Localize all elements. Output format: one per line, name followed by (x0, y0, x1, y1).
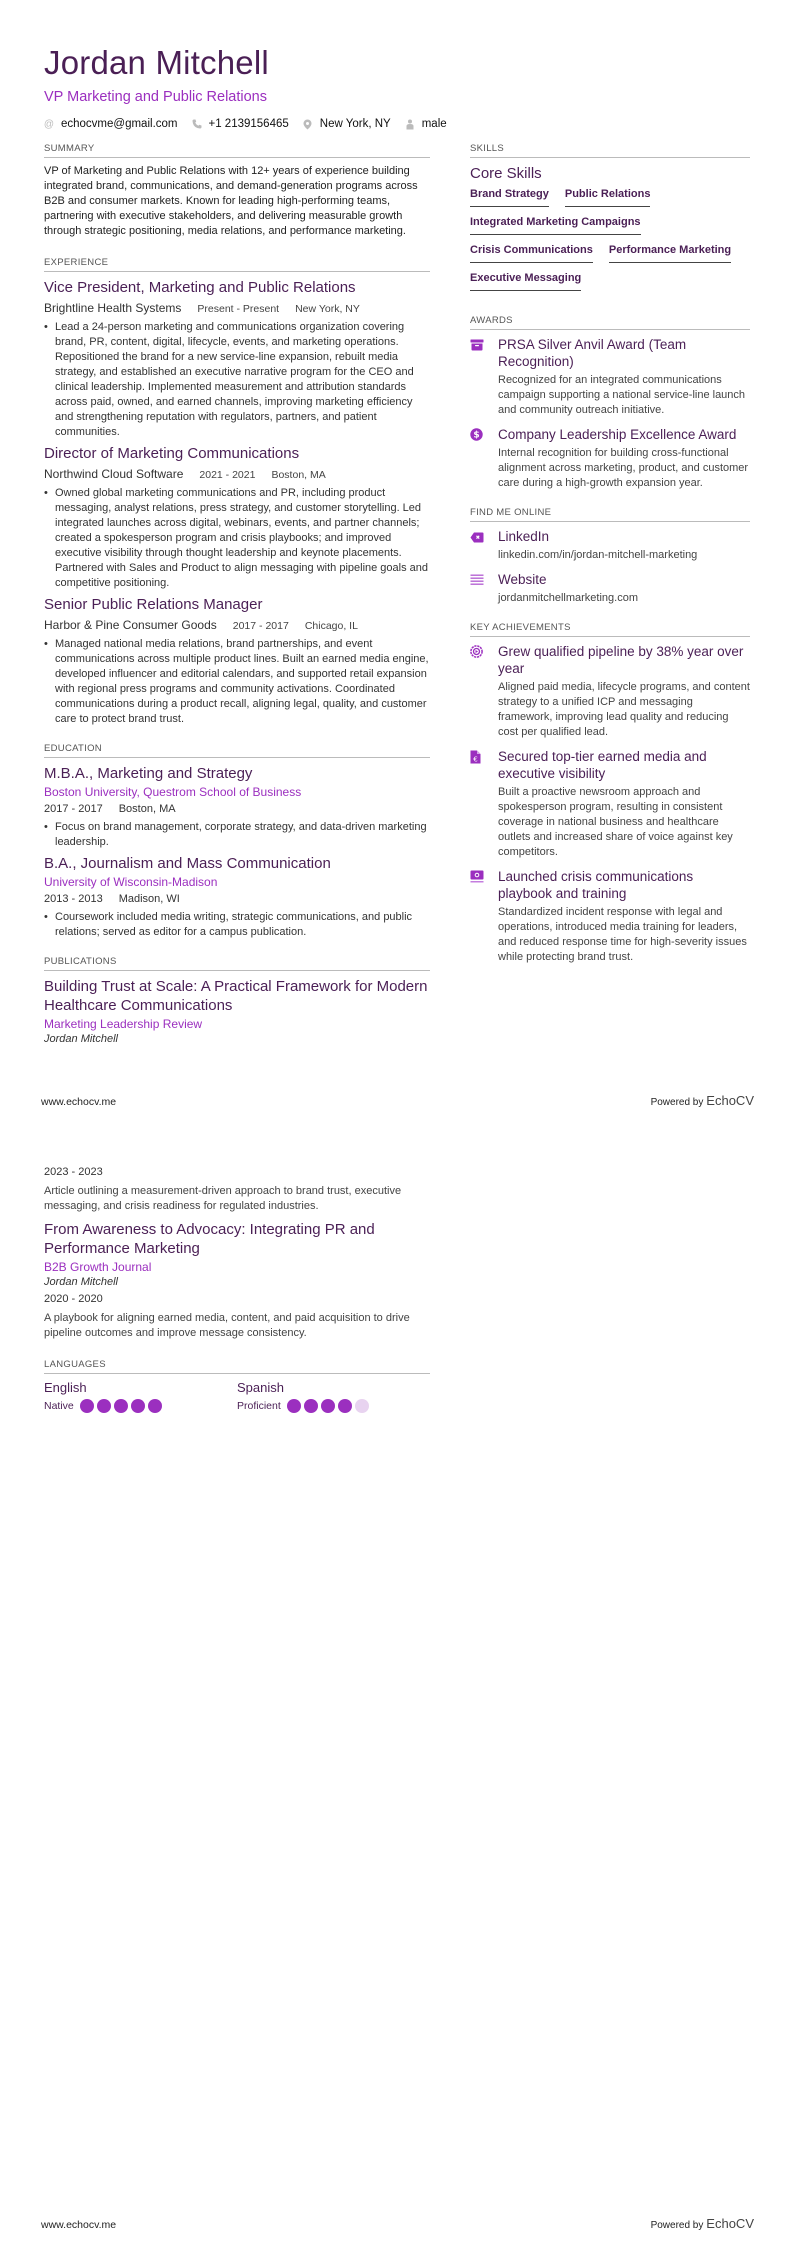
rating-dot-filled (148, 1399, 162, 1413)
job-meta (44, 466, 430, 483)
job-dates: Present - Present (197, 303, 280, 315)
rating-dot-filled (304, 1399, 318, 1413)
job-bullet: • Managed national media relations, brand partnerships, and event communications across multiple product lines. Built an earned media engine, developed influencer and editorial calendars, and supported retail expansion with regional press programs and community activations. Coordinated communications during a product recall, aligning legal, quality, and customer care to protect brand trust. (44, 637, 430, 727)
skill-tag: Executive Messaging (470, 271, 581, 291)
achievement-item (470, 868, 750, 965)
summary-section (44, 143, 430, 239)
summary-text: VP of Marketing and Public Relations with 12+ years of experience building integrated brand, communications, and demand-generation programs across B2B and consumer markets. Known for leading high-performing teams, partnering with executive stakeholders, and delivering measurable growth through strategic positioning, media relations, and performance marketing. (44, 165, 418, 237)
experience-section (44, 257, 430, 727)
publication-venue: Marketing Leadership Review (44, 1017, 203, 1031)
footer-brand: EchoCV (706, 1093, 754, 1108)
company-name: Harbor & Pine Consumer Goods (44, 618, 217, 632)
dollar-circle-icon (470, 426, 498, 491)
achievement-description: Aligned paid media, lifecycle programs, and content strategy to a unified ICP and messaging framework, improving lead quality and reducing cost per qualified lead. (498, 681, 750, 738)
skill-tag: Crisis Communications (470, 243, 593, 263)
experience-item (44, 595, 430, 727)
job-location: New York, NY (295, 303, 360, 315)
online-link[interactable]: linkedin.com/in/jordan-mitchell-marketing (498, 549, 698, 561)
rating-dot-empty (355, 1399, 369, 1413)
job-location: Chicago, IL (304, 620, 358, 632)
job-bullets (44, 486, 430, 591)
publications-section-continued (44, 1165, 430, 1341)
education-bullet: • Coursework included media writing, strategic communications, and public relations; served as editor for a campus publication. (44, 910, 430, 940)
company-name: Brightline Health Systems (44, 301, 182, 315)
language-item (237, 1380, 430, 1413)
degree: M.B.A., Marketing and Strategy (44, 765, 253, 782)
achievement-description: Standardized incident response with legal and operations, introduced media training for leaders, and reduced response time for high-severity issues while protecting brand trust. (498, 906, 747, 963)
job-meta (44, 300, 430, 317)
job-title: Senior Public Relations Manager (44, 596, 263, 613)
rating-dot-filled (80, 1399, 94, 1413)
contact-gender: male (405, 118, 447, 130)
resume-header (44, 44, 461, 130)
publication-dates: 2023 - 2023 (44, 1166, 103, 1178)
candidate-title: VP Marketing and Public Relations (44, 89, 267, 105)
rating-dot-filled (97, 1399, 111, 1413)
skills-group-title: Core Skills (470, 165, 542, 182)
footer-website-link[interactable]: www.echocv.me (41, 1096, 117, 1108)
phone-icon (192, 119, 202, 129)
online-item-linkedin[interactable] (470, 528, 750, 563)
education-meta (44, 892, 430, 907)
job-bullet: • Owned global marketing communications and PR, including product messaging, analyst relations, press strategy, and customer storytelling. Led integrated launches across digital, webinars, events, and partner channels; created a spokesperson program and crisis playbooks; and improved executive visibility through thought leadership and keynote placements. Partnered with Sales and Product to align messaging with pipeline goals and competitive positioning. (44, 486, 430, 591)
award-description: Recognized for an integrated communications campaign supporting a national service-line launch and community outreach initiative. (498, 374, 746, 416)
school-name: University of Wisconsin-Madison (44, 875, 218, 889)
achievement-title: Secured top-tier earned media and executive visibility (498, 749, 707, 781)
left-column-continued (44, 1163, 430, 1429)
job-bullets (44, 637, 430, 727)
publication-description: Article outlining a measurement-driven approach to brand trust, executive messaging, and crisis readiness for regulated industries. (44, 1185, 402, 1212)
footer-website-link[interactable]: www.echocv.me (41, 2219, 117, 2231)
job-dates: 2021 - 2021 (199, 469, 256, 481)
publications-section (44, 956, 430, 1047)
section-heading: AWARDS (470, 315, 750, 330)
award-item (470, 426, 750, 491)
online-link[interactable]: jordanmitchellmarketing.com (498, 592, 638, 604)
page-footer (41, 1093, 754, 1108)
language-name: Spanish (237, 1380, 284, 1395)
awards-section (470, 315, 750, 491)
publication-item (44, 977, 430, 1047)
publication-venue: B2B Growth Journal (44, 1260, 152, 1274)
rating-dot-filled (338, 1399, 352, 1413)
rating-dot-filled (114, 1399, 128, 1413)
job-dates: 2017 - 2017 (232, 620, 289, 632)
rating-dot-filled (131, 1399, 145, 1413)
publication-title: From Awareness to Advocacy: Integrating PR and Performance Marketing (44, 1221, 375, 1257)
award-title: PRSA Silver Anvil Award (Team Recognition) (498, 337, 687, 369)
section-heading: EDUCATION (44, 743, 430, 758)
achievement-title: Launched crisis communications playbook and training (498, 869, 694, 901)
skill-tag: Brand Strategy (470, 187, 549, 207)
rating-dot-filled (287, 1399, 301, 1413)
section-heading: EXPERIENCE (44, 257, 430, 272)
education-bullets (44, 820, 430, 850)
contact-email[interactable]: @ echocvme@gmail.com (43, 118, 178, 130)
target-gear-icon (470, 643, 498, 740)
language-rating (80, 1399, 165, 1413)
language-level: Native (44, 1400, 74, 1412)
section-heading: LANGUAGES (44, 1359, 430, 1374)
skill-tags (470, 187, 750, 299)
online-label: LinkedIn (498, 529, 550, 544)
languages-section (44, 1359, 430, 1413)
award-title: Company Leadership Excellence Award (498, 427, 737, 442)
monitor-icon (470, 868, 498, 965)
archive-box-icon (470, 336, 498, 418)
job-location: Boston, MA (271, 469, 326, 481)
achievement-item (470, 643, 750, 740)
skill-tag: Public Relations (565, 187, 651, 207)
language-level: Proficient (237, 1400, 281, 1412)
document-icon (470, 748, 498, 860)
education-location: Madison, WI (118, 893, 180, 905)
online-label: Website (498, 572, 547, 587)
skill-tag: Integrated Marketing Campaigns (470, 215, 641, 235)
job-bullet: • Lead a 24-person marketing and communications organization covering brand, PR, content, digital, lifecycle, events, and marketing operations. Repositioned the brand for a new service-line expansion, rebuilt media strategy, and established an executive narrative program for the CEO and clinical leadership. Implemented measurement and attribution standards across paid, owned, and earned channels, improving marketing efficiency and strengthening reputation with regulators, partners, and patient communities. (44, 320, 430, 440)
footer-powered-by: Powered by EchoCV (650, 2216, 754, 2231)
left-column (44, 143, 430, 1063)
school-name: Boston University, Questrom School of Business (44, 785, 302, 799)
footer-brand: EchoCV (706, 2216, 754, 2231)
contact-bar (44, 118, 461, 130)
section-heading: PUBLICATIONS (44, 956, 430, 971)
footer-powered-by: Powered by EchoCV (650, 1093, 754, 1108)
degree: B.A., Journalism and Mass Communication (44, 855, 331, 872)
education-bullets (44, 910, 430, 940)
experience-item (44, 278, 430, 440)
job-title: Director of Marketing Communications (44, 445, 300, 462)
svg-text:$: $ (473, 430, 480, 441)
right-column (470, 143, 750, 981)
job-meta (44, 617, 430, 634)
online-section (470, 507, 750, 606)
list-lines-icon (470, 571, 498, 606)
person-icon (405, 119, 415, 130)
section-heading: FIND ME ONLINE (470, 507, 750, 522)
rating-dot-filled (321, 1399, 335, 1413)
achievement-title: Grew qualified pipeline by 38% year over year (498, 644, 744, 676)
education-dates: 2013 - 2013 (44, 893, 103, 905)
language-rating (287, 1399, 372, 1413)
publication-title: Building Trust at Scale: A Practical Framework for Modern Healthcare Communications (44, 978, 428, 1014)
education-location: Boston, MA (118, 803, 176, 815)
page-footer (41, 2216, 754, 2231)
section-heading: SUMMARY (44, 143, 430, 158)
publication-dates: 2020 - 2020 (44, 1293, 103, 1305)
tag-x-icon (470, 528, 498, 563)
education-item (44, 854, 430, 940)
job-bullets (44, 320, 430, 440)
section-heading: SKILLS (470, 143, 750, 158)
language-name: English (44, 1380, 87, 1395)
education-bullet: • Focus on brand management, corporate strategy, and data-driven marketing leadership. (44, 820, 430, 850)
publication-item (44, 1220, 430, 1341)
achievement-item (470, 748, 750, 860)
education-meta (44, 802, 430, 817)
language-item (44, 1380, 237, 1413)
skill-tag: Performance Marketing (609, 243, 731, 263)
achievements-section (470, 622, 750, 965)
company-name: Northwind Cloud Software (44, 467, 184, 481)
experience-item (44, 444, 430, 591)
publication-description: A playbook for aligning earned media, content, and paid acquisition to drive pipeline outcomes and improve message consistency. (44, 1312, 410, 1339)
publication-author: Jordan Mitchell (44, 1033, 118, 1045)
award-description: Internal recognition for building cross-functional alignment across marketing, product, and customer care during a high-growth expansion year. (498, 447, 749, 489)
candidate-name: Jordan Mitchell (44, 44, 269, 81)
contact-phone[interactable]: +1 2139156465 (192, 118, 289, 130)
svg-text:€: € (473, 755, 478, 764)
job-title: Vice President, Marketing and Public Relations (44, 279, 356, 296)
location-pin-icon (303, 119, 313, 130)
award-item (470, 336, 750, 418)
education-item (44, 764, 430, 850)
publication-author: Jordan Mitchell (44, 1276, 118, 1288)
resume-page-2 (0, 1123, 794, 2246)
contact-location: New York, NY (303, 118, 391, 130)
at-icon: @ (43, 118, 55, 130)
education-section (44, 743, 430, 940)
education-dates: 2017 - 2017 (44, 803, 103, 815)
online-item-website[interactable] (470, 571, 750, 606)
section-heading: KEY ACHIEVEMENTS (470, 622, 750, 637)
skills-section (470, 143, 750, 299)
achievement-description: Built a proactive newsroom approach and spokesperson program, resulting in consistent coverage in national business and healthcare outlets and increased share of voice against key competitors. (498, 786, 733, 858)
